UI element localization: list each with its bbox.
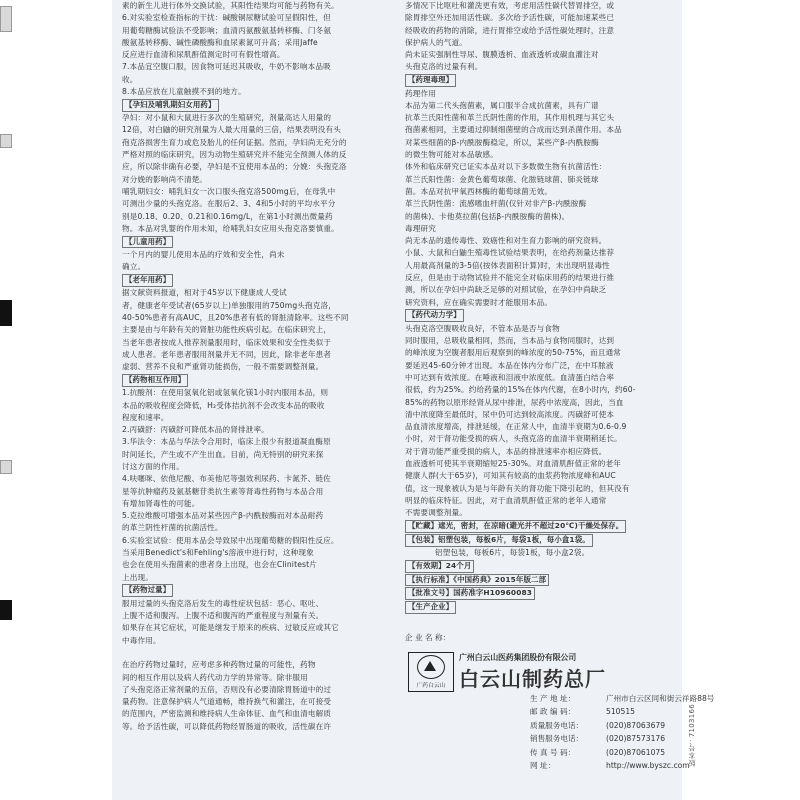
contact-label: 质量服务电话： — [530, 720, 584, 730]
text-line: 如果存在其它症状，可能是继发于原来的疾病、过敏反应或其它 — [122, 623, 339, 633]
text-line: 主要是由与年龄有关的肾脏功能性疾病引起。在临床研究上， — [122, 325, 332, 335]
text-line: 的范围内，严密监测和维持病人生命体征、血气和血清电解质 — [122, 709, 332, 719]
section-heading: 【生产企业】 — [405, 601, 456, 614]
text-line: 明显的临床特征。因此，对于血清肌酐值正常的老年人通常 — [405, 495, 607, 505]
text-line: 2.丙磺舒：丙磺舒可降低本品的肾排泄率。 — [122, 425, 269, 435]
text-line: 小时，对于肾功能受损的病人，头孢克洛的血清半衰期稍延长。 — [405, 434, 622, 444]
text-line: 者，健康老年受试者(65岁以上)单独服用的750mg头孢克洛， — [122, 300, 337, 310]
logo-caption: 广药白云山 — [416, 683, 446, 689]
text-line: 保护病人的气道。 — [405, 37, 467, 47]
section-heading: 【有效期】24个月 — [405, 560, 474, 573]
text-line: 革兰氏阴性菌：流感嗜血杆菌(仅针对非产β-内酰胺酶 — [405, 199, 587, 209]
text-line: 3.华法令：本品与华法令合用时，临床上很少有报道凝血酶原 — [122, 437, 331, 447]
text-line: 1.抗酸剂：在使用氢氧化铝或氢氧化镁1小时内服用本品，则 — [122, 388, 329, 398]
section-heading: 【孕妇及哺乳期妇女用药】 — [122, 99, 219, 112]
text-line: 成人患者。老年患者服用剂量并无不同，因此，除非老年患者 — [122, 349, 332, 359]
text-line: 品血清浓度增高，排泄延缓，在正常人中，血清半衰期为0.6-0.9 — [405, 422, 627, 432]
edge-marker-4 — [0, 600, 12, 620]
text-line: 5.克拉维酸可增强本品对某些因产β-内酰胺酶而对本品耐药 — [122, 511, 324, 521]
text-line: 间的相互作用以及病人药代动力学的异常等。除非服用 — [122, 672, 308, 682]
text-line: 当采用Benedict's和Fehling's溶液中进行时，这种现象 — [122, 548, 314, 558]
text-line: 有增加肾毒性的可能。 — [122, 498, 200, 508]
text-line: 上腹不适和腹泻。上腹不适和腹泻的严重程度与剂量有关。 — [122, 611, 324, 621]
text-line: 孢克洛损害生育力或危及胎儿的任何证据。然而，孕妇尚无充分的 — [122, 137, 347, 147]
edge-marker-1 — [0, 134, 12, 148]
text-line: 程度和速率。 — [122, 412, 169, 422]
text-line: 铝塑包装，每板6片，每袋1板，每小盒2袋。 — [435, 548, 590, 558]
section-heading: 【批准文号】国药准字H10960083 — [405, 587, 535, 600]
section-heading: 【药理毒理】 — [405, 74, 456, 87]
text-line: 体外和临床研究已证实本品对以下多数微生物有抗菌活性： — [405, 162, 607, 172]
text-line: 孢菌素相同，主要通过抑制细菌壁的合成而达到杀菌作用。本品 — [405, 125, 622, 135]
text-line: 在治疗药物过量时，应考虑多种药物过量的可能性，药物 — [122, 660, 316, 670]
text-line: 研究资料，应在确实需要时才能服用本品。 — [405, 297, 553, 307]
text-line: 的革兰阴性杆菌的抗菌活性。 — [122, 523, 223, 533]
section-heading: 【药物相互作用】 — [122, 374, 188, 387]
text-line: 40-50%患者有高AUC，且20%患者有低的肾脏清除率。这些不同 — [122, 312, 349, 322]
contact-value: 510515 — [606, 707, 635, 717]
text-line: 反应，但是由于动物试验并不能完全对临床用药的结果进行推 — [405, 273, 615, 283]
text-line: 中可达到有效浓度。在唾液和泪液中浓度低。血清蛋白结合率 — [405, 372, 615, 382]
section-heading: 【包装】铝塑包装，每板6片，每袋1板，每小盒1袋。 — [405, 534, 593, 547]
text-line: 素的新生儿进行体外交换试验，其阳性结果均可能与药物有关。 — [122, 1, 339, 10]
text-line: 对某些细菌的β-内酰胺酶稳定，所以，某些产β-内酰胺酶 — [405, 137, 599, 147]
section-heading: 【儿童用药】 — [122, 236, 173, 249]
text-line: 上出现。 — [122, 572, 153, 582]
text-line: 4.呋噻咪、依他尼酸、布美他尼等强效利尿药、卡氮芥、链佐 — [122, 474, 331, 484]
text-line: 当老年患者按成人推荐剂量服用时，临床效果和安全性类似于 — [122, 337, 332, 347]
section-heading: 【贮藏】遮光，密封，在凉暗(避光并不超过20℃)干燥处保存。 — [405, 520, 626, 533]
left-text-column — [122, 0, 389, 733]
text-line: 毒理研究 — [405, 223, 436, 233]
text-line: 的峰浓度为空腹者服用后观察到的峰浓度的50-75%，而且通常 — [405, 348, 622, 358]
text-line: 抗革兰氏阳性菌和革兰氏阴性菌的作用，其作用机理与其它头 — [405, 113, 615, 123]
text-line: 值，这一现象被认为是与年龄有关的肾功能下降引起的，但其没有 — [405, 483, 630, 493]
edge-marker-top — [0, 6, 12, 32]
text-line: 反应进行血清和尿肌酐值测定时可有假性增高。 — [122, 50, 285, 60]
contact-value: (020)87573176 — [606, 734, 666, 744]
text-line: 头孢克洛的过量有利。 — [405, 62, 483, 72]
contact-value: (020)87061075 — [606, 747, 666, 757]
text-line: 的菌株)、卡他莫拉菌(包括β-内酰胺酶的菌株)。 — [405, 211, 570, 221]
version-code: 版本号：7103166 — [688, 704, 696, 767]
text-line: 别是0.18、0.20、0.21和0.16mg/L，在第1小时测出微量药 — [122, 211, 333, 221]
text-line: 据文献资料报道，相对于45岁以下健康成人受试 — [122, 288, 287, 298]
text-line: 对于肾功能严重受损的病人，本品的排泄速率亦相应降低。 — [405, 446, 607, 456]
contact-label: 网 址： — [530, 761, 556, 771]
contact-value: http://www.byszc.com — [606, 761, 690, 771]
text-line: 中毒作用。 — [122, 635, 161, 645]
text-line: 12倍，对白鼬的研究剂量为人最大用量的三倍，结果表明没有头 — [122, 125, 342, 135]
text-line: 血液透析可使其半衰期缩短25-30%。对血清肌酐值正常的老年 — [405, 458, 622, 468]
text-line: 经吸收的药物的消除，进行胃排空或给予活性碳处理时，注意 — [405, 25, 615, 35]
manufacturer-name-label: 企 业 名 称： — [405, 633, 451, 642]
text-line: 本品为第二代头孢菌素，属口服半合成抗菌素，具有广谱 — [405, 100, 599, 110]
text-line: 健康人群(大于65岁)，可知其有较高的血浆药物浓度峰和AUC — [405, 471, 616, 481]
text-line: 测，所以在孕妇中尚缺乏足够的对照试验，在孕妇中尚缺乏 — [405, 285, 607, 295]
text-line: 药理作用 — [405, 88, 436, 98]
text-line: 不需要调整剂量。 — [405, 508, 467, 518]
text-line: 严格对照的临床研究，因为动物生殖研究并不能完全预测人体的反 — [122, 150, 347, 160]
contact-value: 广州市白云区同和街云祥路88号 — [606, 694, 715, 703]
text-line: 对分娩的影响尚不清楚。 — [122, 174, 208, 184]
edge-marker-2 — [0, 300, 12, 326]
text-line: 一个月内的婴儿使用本品的疗效和安全性，尚未 — [122, 249, 285, 259]
text-line: 哺乳期妇女：哺乳妇女一次口服头孢克洛500mg后，在母乳中 — [122, 186, 336, 196]
section-heading: 【药代动力学】 — [405, 309, 464, 322]
text-line: 应，所以除非确有必要，孕妇是不宜使用本品的；分娩：头孢克洛 — [122, 162, 347, 172]
text-line: 革兰氏阳性菌：金黄色葡萄球菌、化脓链球菌、肺炎链球 — [405, 174, 599, 184]
text-line: 物。本品对乳婴的作用未知，给哺乳妇女应用头孢克洛要慎重。 — [122, 223, 339, 233]
company-name: 白云山制药总厂 — [459, 667, 606, 691]
text-line: 收。 — [122, 74, 138, 84]
text-line: 菌。本品对抗甲氧西林酶的葡萄球菌无效。 — [405, 186, 553, 196]
text-line: 7.本品宜空腹口服，因食物可延迟其吸收，牛奶不影响本品吸 — [122, 62, 331, 72]
text-line: 用葡萄糖酶试验法不受影响；血清丙氨酸氨基转移酶、门冬氨 — [122, 25, 332, 35]
text-line: 很低，约为25%。约给药量的15%在体内代谢，在8小时内，约60- — [405, 385, 636, 395]
company-logo — [408, 652, 454, 692]
text-line: 85%的药物以原形经肾从尿中排泄，尿药中浓度高，因此，当血 — [405, 397, 624, 407]
text-line: 的微生物可能对本品敏感。 — [405, 150, 498, 160]
edge-marker-3 — [0, 460, 12, 474]
text-line: 清中浓度降至最低时，尿中仍可达到较高浓度。丙磺舒可使本 — [405, 409, 615, 419]
section-heading: 【药物过量】 — [122, 584, 173, 597]
right-text-column — [405, 0, 672, 615]
section-heading: 【老年用药】 — [122, 274, 173, 287]
text-line: 也会在使用头孢菌素的患者身上出现，也会在Clinitest片 — [122, 560, 317, 570]
text-line: 小鼠、大鼠和白鼬生殖毒性试验结果表明，在给药剂量达推荐 — [405, 248, 615, 258]
contact-value: (020)87063679 — [606, 720, 666, 730]
text-line: 虚弱、营养不良和严重肾功能损伤，一般不需要调整剂量。 — [122, 362, 324, 372]
text-line: 8.本品应放在儿童触摸不到的地方。 — [122, 87, 246, 97]
text-line: 服用过量的头孢克洛后发生的毒性症状包括：恶心、呕吐、 — [122, 598, 324, 608]
text-line: 尚未证实强制性导尿、腹膜透析、血液透析或碳血灌注对 — [405, 50, 599, 60]
text-line: 时间延长，产生或不产生出血。目前，尚无特别的研究来探 — [122, 449, 324, 459]
manufacturer-name-row — [405, 632, 672, 644]
text-line: 量药物。注意保护病人气道通畅，维持换气和灌注，在可接受 — [122, 697, 332, 707]
company-group-name: 广州白云山医药集团股份有限公司 — [459, 653, 576, 662]
text-line: 讨这方面的作用。 — [122, 461, 184, 471]
section-heading: 【执行标准】《中国药典》2015年版二部 — [405, 574, 549, 587]
text-line: 本品的吸收程度会降低，H₂受体拮抗剂不会改变本品的吸收 — [122, 400, 325, 410]
contact-label: 传 真 号 码： — [530, 747, 576, 757]
text-line: 可测出少量的头孢克洛。在服后2、3、4和5小时的平均水平分 — [122, 199, 336, 209]
text-line — [122, 647, 389, 659]
text-line: 人用最高剂量的3-5倍(按体表面积计算)时，未出现明显毒性 — [405, 260, 610, 270]
text-line: 同时服用，总吸收量相同，然而，当本品与食物同服时，达到 — [405, 336, 615, 346]
text-line: 要延迟45-60分钟才出现。本品在体内分布广泛，在中耳脓液 — [405, 360, 614, 370]
text-line: 孕妇：对小鼠和大鼠进行多次的生殖研究，剂量高达人用量的 — [122, 113, 332, 123]
text-line: 星等抗肿瘤药及氨基糖苷类抗生素等肾毒性药物与本品合用 — [122, 486, 324, 496]
text-line: 等。给予活性碳，可以降低药物经胃肠道的吸收，活性碳在许 — [122, 721, 332, 731]
text-line: 了头孢克洛正常剂量的五倍，否则没有必要清除胃肠道中的过 — [122, 684, 332, 694]
contact-label: 销售服务电话： — [530, 734, 584, 744]
text-line: 除胃排空外还加用活性碳。多次给予活性碳，可能加速某些已 — [405, 13, 615, 23]
contact-label: 生 产 地 址： — [530, 694, 576, 703]
text-line: 确立。 — [122, 262, 146, 272]
text-line: 尚无本品的遗传毒性、致癌性和对生育力影响的研究资料。 — [405, 236, 607, 246]
text-line: 酸氨基转移酶、碱性磷酸酶和血尿素氮可升高；采用Jaffe — [122, 37, 318, 47]
text-line: 头孢克洛空腹吸收良好，不管本品是否与食物 — [405, 323, 560, 333]
text-line: 6.实验室试验：使用本品会导致尿中出现葡萄糖的假阳性反应。 — [122, 535, 339, 545]
text-line: 6.对实验室检查指标的干扰：碱酸铜尿糖试验可呈假阳性，但 — [122, 13, 331, 23]
contact-label: 邮 政 编 码： — [530, 707, 576, 717]
mountain-logo-icon — [417, 655, 445, 679]
text-line: 多情况下比呕吐和灌洗更有效，考虑用活性碳代替胃排空，或 — [405, 1, 615, 10]
